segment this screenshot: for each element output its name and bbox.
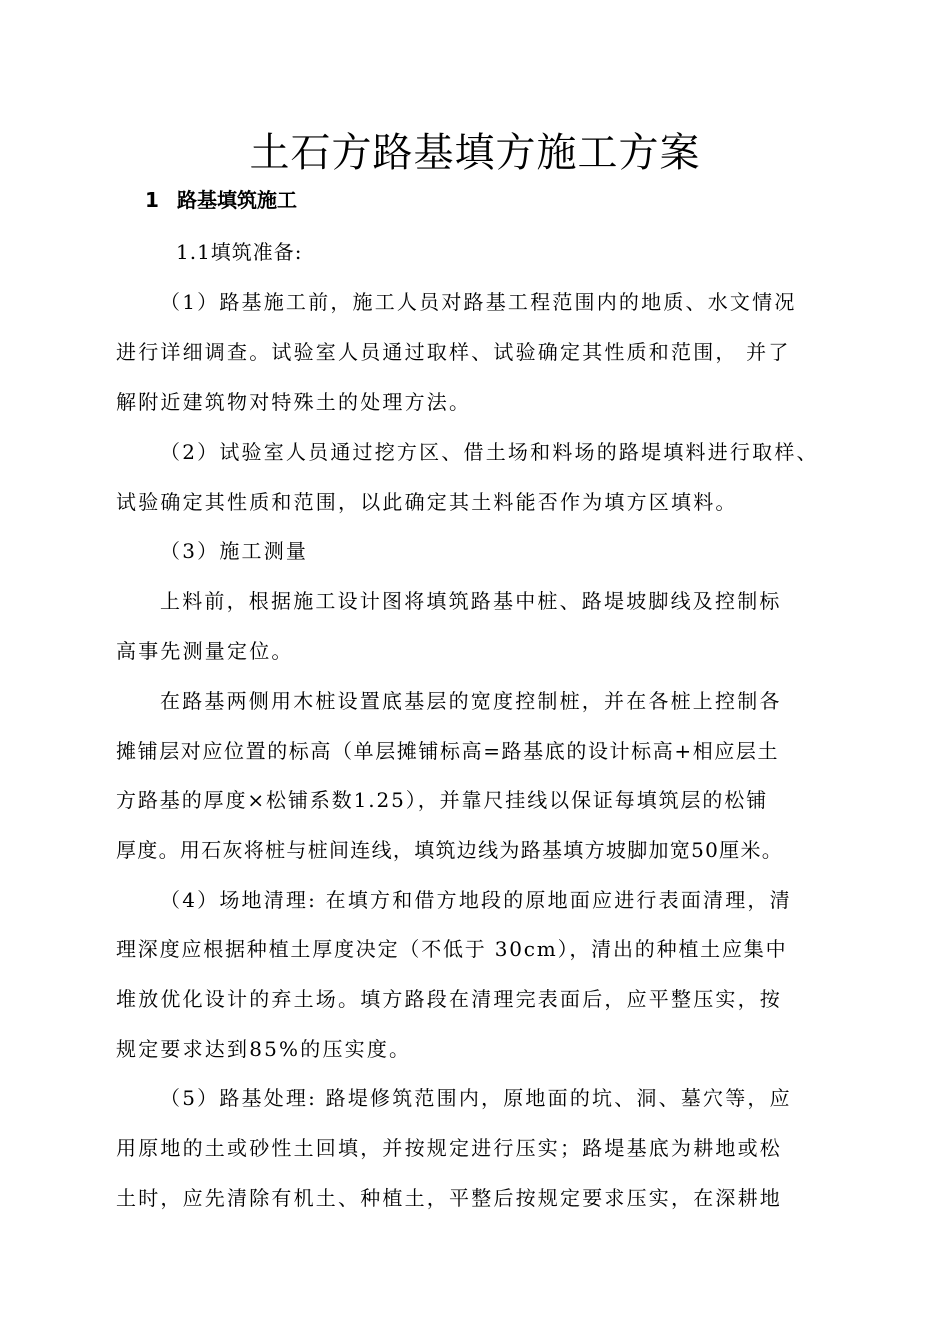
paragraph-line: 试验确定其性质和范围，以此确定其土料能否作为填方区填料。	[116, 490, 738, 514]
paragraph-line: 解附近建筑物对特殊土的处理方法。	[116, 390, 472, 414]
paragraph-line: 理深度应根据种植土厚度决定（不低于 30cm），清出的种植土应集中	[116, 937, 788, 961]
paragraph-line: （1）路基施工前，施工人员对路基工程范围内的地质、水文情况	[160, 290, 797, 314]
paragraph-line: 土时，应先清除有机土、种植土，平整后按规定要求压实，在深耕地	[116, 1186, 782, 1210]
paragraph-line: 堆放优化设计的弃土场。填方路段在清理完表面后，应平整压实，按	[116, 987, 782, 1011]
paragraph-line: 厚度。用石灰将桩与桩间连线，填筑边线为路基填方坡脚加宽50厘米。	[116, 838, 784, 862]
paragraph-line: 进行详细调查。试验室人员通过取样、试验确定其性质和范围， 并了	[116, 340, 791, 364]
subsection-heading: 1.1填筑准备:	[176, 240, 303, 264]
paragraph-line: 方路基的厚度×松铺系数1.25），并靠尺挂线以保证每填筑层的松铺	[116, 788, 769, 812]
paragraph-line: 上料前，根据施工设计图将填筑路基中桩、路堤坡脚线及控制标	[160, 589, 782, 613]
section-heading-text: 路基填筑施工	[177, 188, 297, 212]
paragraph-line: （2）试验室人员通过挖方区、借土场和料场的路堤填料进行取样、	[160, 440, 819, 464]
paragraph-line: （4）场地清理: 在填方和借方地段的原地面应进行表面清理，清	[160, 888, 792, 912]
document-title: 土石方路基填方施工方案	[249, 130, 701, 176]
section-number: 1	[145, 188, 159, 212]
paragraph-line: 用原地的土或砂性土回填，并按规定进行压实；路堤基底为耕地或松	[116, 1136, 782, 1160]
paragraph-line: 规定要求达到85%的压实度。	[116, 1037, 412, 1061]
paragraph-line: （5）路基处理: 路堤修筑范围内，原地面的坑、洞、墓穴等，应	[160, 1086, 792, 1110]
paragraph-line: 在路基两侧用木桩设置底基层的宽度控制桩，并在各桩上控制各	[160, 689, 782, 713]
paragraph-heading: （3）施工测量	[160, 539, 309, 563]
section-heading	[145, 186, 297, 214]
paragraph-line: 摊铺层对应位置的标高（单层摊铺标高=路基底的设计标高+相应层土	[116, 739, 780, 763]
paragraph-line: 高事先测量定位。	[116, 639, 294, 663]
